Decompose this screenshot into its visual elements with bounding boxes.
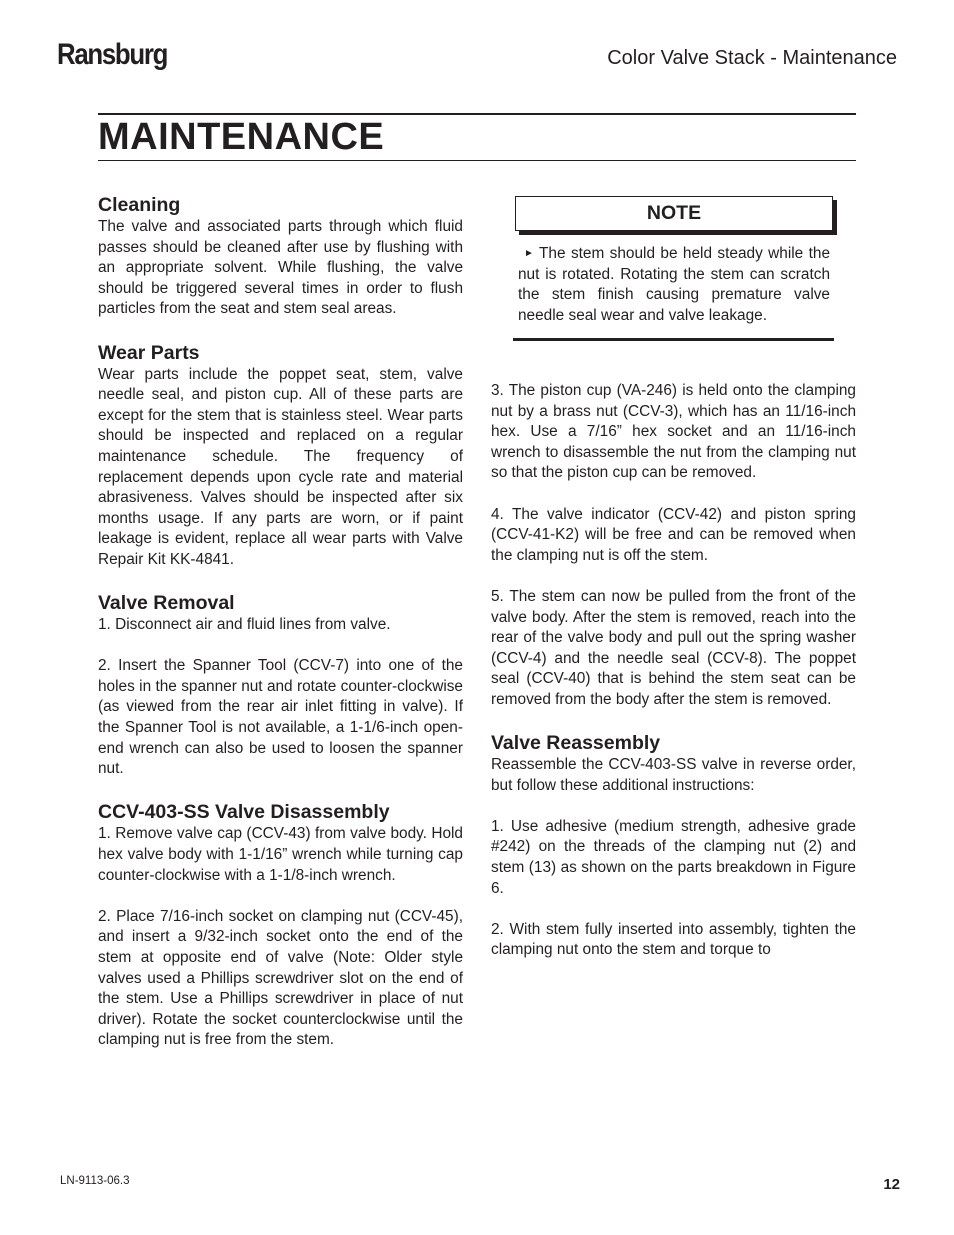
section-heading-reassembly: Valve Reassembly — [491, 732, 661, 755]
paragraph-reassembly-intro: Reassemble the CCV-403-SS valve in reverse order, but follow these additional instructions: — [491, 756, 856, 794]
right-column — [491, 381, 856, 961]
section-heading-wear-parts: Wear Parts — [98, 341, 200, 364]
bullet-arrow-icon: ► — [524, 248, 534, 259]
document-code: LN-9113-06.3 — [60, 1175, 130, 1187]
paragraph-disassembly-step-2: 2. Place 7/16-inch socket on clamping nut (CCV-45), and insert a 9/32-inch socket onto the end of the stem at opposite end of valve (Note: Older style valves used a Phillips screwdriver slot on the end of the stem. Use a Phillips screwdriver in place of nut driver). Rotate the socket counterclockwise until the clamping nut is free from the stem. — [98, 907, 463, 1049]
brand-logo: Ransburg — [57, 38, 168, 71]
note-text: The stem should be held steady while the nut is rotated. Rotating the stem can scratch the stem finish causing premature valve needle seal wear and valve leakage. — [518, 245, 831, 324]
paragraph-disassembly-step-3: 3. The piston cup (VA-246) is held onto the clamping nut by a brass nut (CCV-3), which has an 11/16-inch hex. Use a 7/16” hex socket and an 11/16-inch wrench to disassemble the nut from the clamping nut so that the piston cup can be removed. — [491, 382, 856, 482]
paragraph-disassembly-step-1: 1. Remove valve cap (CCV-43) from valve body. Hold hex valve body with 1-1/16” wrench while turning cap counter-clockwise with a 1-1/8-inch wrench. — [98, 825, 463, 884]
paragraph-disassembly-step-4: 4. The valve indicator (CCV-42) and piston spring (CCV-41-K2) will be free and can be removed when the clamping nut is off the stem. — [491, 505, 856, 564]
header-title: Color Valve Stack - Maintenance — [607, 47, 897, 69]
note-label: NOTE — [646, 202, 702, 224]
paragraph-disassembly-step-5: 5. The stem can now be pulled from the front of the valve body. After the stem is removed, reach into the rear of the valve body and pull out the spring washer (CCV-4) and the needle seal (CCV-8). The poppet seal (CCV-40) that is behind the stem seat can be removed from the body after the stem is removed. — [491, 587, 856, 708]
page-title: MAINTENANCE — [98, 116, 385, 158]
left-column — [98, 193, 463, 1051]
paragraph-removal-step-1: 1. Disconnect air and fluid lines from valve. — [98, 616, 391, 634]
section-heading-valve-removal: Valve Removal — [98, 592, 235, 615]
section-heading-cleaning: Cleaning — [98, 194, 181, 216]
page-number: 12 — [883, 1176, 900, 1193]
section-heading-disassembly: CCV-403-SS Valve Disassembly — [98, 801, 390, 824]
title-rule-top — [98, 113, 856, 115]
paragraph-wear-parts: Wear parts include the poppet seat, stem, valve needle seal, and piston cup. All of these parts are except for the stem that is stainless steel. Wear parts should be inspected and replaced on a regular maintenance schedule. The frequency of replacement depends upon cycle rate and material abrasiveness. Valves should be inspected after six months usage. If any parts are worn, or if paint leakage is evident, replace all wear parts with Valve Repair Kit KK-4841. — [98, 365, 463, 568]
note-body — [518, 244, 830, 326]
note-box — [515, 196, 833, 231]
paragraph-reassembly-step-1: 1. Use adhesive (medium strength, adhesive grade #242) on the threads of the clamping nut (2) and stem (13) as shown on the parts breakdown in Figure 6. — [491, 817, 856, 897]
title-rule-bottom — [98, 160, 856, 161]
paragraph-reassembly-step-2: 2. With stem fully inserted into assembly, tighten the clamping nut onto the stem and torque to — [491, 920, 856, 959]
paragraph-removal-step-2: 2. Insert the Spanner Tool (CCV-7) into one of the holes in the spanner nut and rotate counter-clockwise (as viewed from the rear air inlet fitting in valve). If the Spanner Tool is not available, a 1-1/6-inch open-end wrench can also be used to loosen the spanner nut. — [98, 657, 463, 778]
paragraph-cleaning: The valve and associated parts through which fluid passes should be cleaned after use by flushing with an appropriate solvent. While flushing, the valve should be triggered several times in order to flush particles from the seat and stem seal areas. — [98, 218, 463, 318]
note-rule — [513, 338, 834, 341]
